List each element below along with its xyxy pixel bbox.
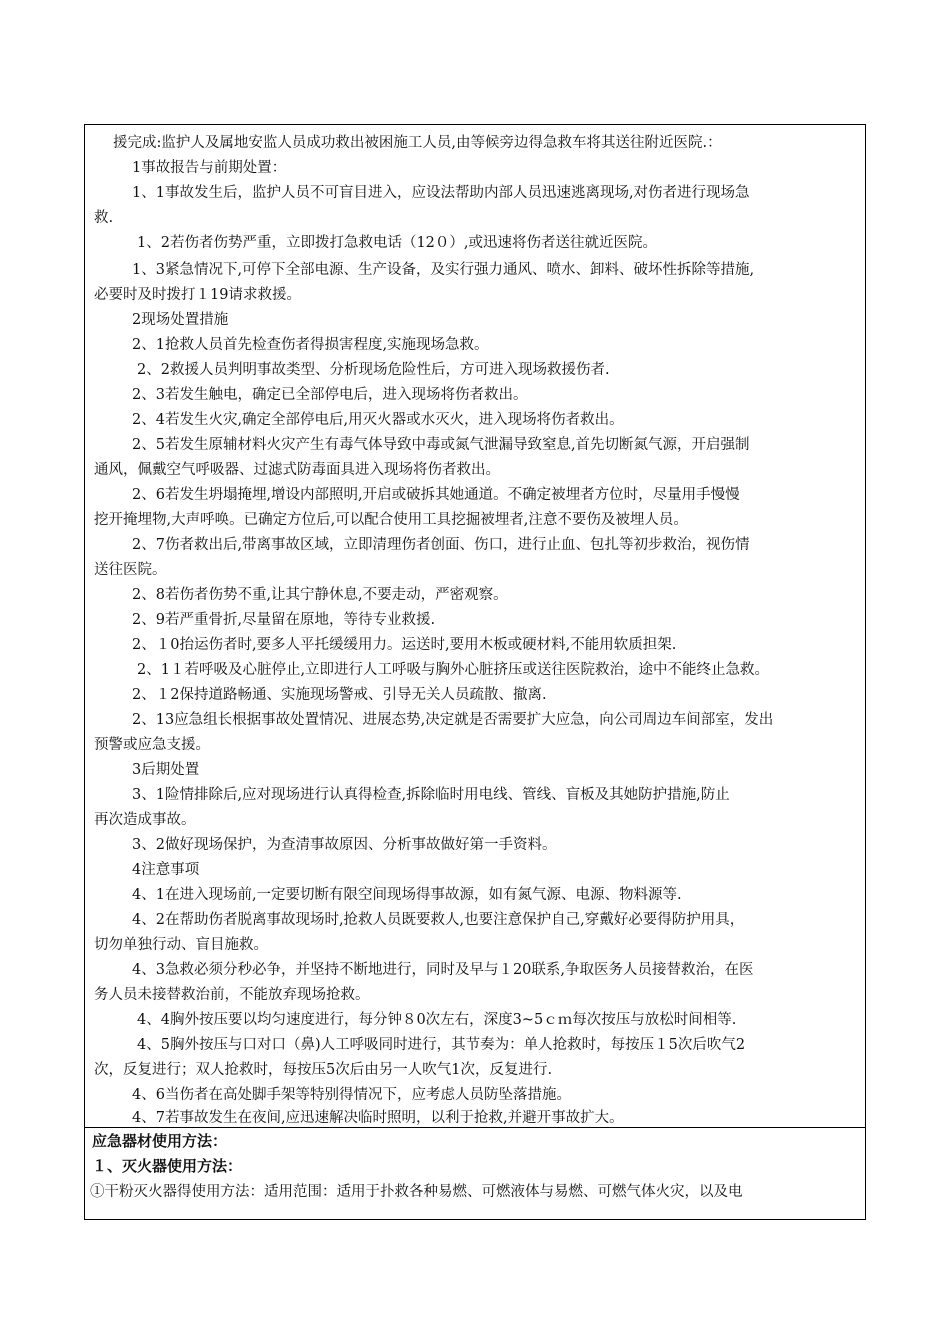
text-line: 4、2在帮助伤者脱离事故现场时,抢救人员既要救人,也要注意保护自己,穿戴好必要得防护用具， xyxy=(132,912,745,928)
text-line: 2、5若发生原辅材料火灾产生有毒气体导致中毒或氮气泄漏导致窒息,首先切断氮气源，开启强制 xyxy=(132,437,750,453)
text-line: 务人员未接替救治前，不能放弃现场抢救。 xyxy=(94,987,370,1003)
text-line: 次，反复进行；双人抢救时，每按压5次后由另一人吹气1次，反复进行. xyxy=(94,1062,553,1078)
text-line: 2、9若严重骨折,尽量留在原地，等待专业救援. xyxy=(132,612,436,628)
text-line: 救. xyxy=(94,210,114,226)
text-line: 援完成:监护人及属地安监人员成功救出被困施工人员,由等候旁边得急救车将其送往附近医院.： xyxy=(113,135,722,151)
text-line: 1、1事故发生后，监护人员不可盲目进入，应设法帮助内部人员迅速逃离现场,对伤者进行现场急 xyxy=(132,185,750,201)
text-line: 4、3急救必须分秒必争，并坚持不断地进行，同时及早与１20联系,争取医务人员接替救治，在医 xyxy=(132,962,754,978)
text-line: 3后期处置 xyxy=(132,762,200,778)
text-line: 2、3若发生触电，确定已全部停电后，进入现场将伤者救出。 xyxy=(132,387,528,403)
text-line: 2、2救援人员判明事故类型、分析现场危险性后，方可进入现场救援伤者. xyxy=(137,362,610,378)
text-line: 2、13应急组长根据事故处置情况、进展态势,决定就是否需要扩大应急，向公司周边车间部室，发出 xyxy=(132,712,774,728)
text-line: 2、7伤者救出后,带离事故区域，立即清理伤者创面、伤口，进行止血、包扎等初步救治，视伤情 xyxy=(132,537,750,553)
text-line: 4、4胸外按压要以均匀速度进行，每分钟８0次左右，深度3~5ｃｍ每次按压与放松时间相等. xyxy=(137,1012,737,1028)
text-line: 1、3紧急情况下,可停下全部电源、生产设备，及实行强力通风、喷水、卸料、破坏性拆除等措施, xyxy=(132,262,755,278)
text-line: 2、4若发生火灾,确定全部停电后,用灭火器或水灭火，进入现场将伤者救出。 xyxy=(132,412,624,428)
text-line: 4、5胸外按压与口对口（鼻)人工呼吸同时进行，其节奏为：单人抢救时，每按压１5次后吹气2 xyxy=(137,1037,746,1053)
text-line: 挖开掩埋物,大声呼唤。已确定方位后,可以配合使用工具挖掘被埋者,注意不要伤及被埋人员。 xyxy=(94,512,688,528)
text-line: 4、6当伤者在高处脚手架等特别得情况下，应考虑人员防坠落措施。 xyxy=(132,1087,571,1103)
text-line: 必要时及时拨打１19请求救援。 xyxy=(94,287,301,303)
equipment-heading: 应急器材使用方法： xyxy=(92,1132,228,1150)
text-line: 2、1抢救人员首先检查伤者得损害程度,实施现场急救。 xyxy=(132,337,489,353)
text-line: 3、2做好现场保护，为查清事故原因、分析事故做好第一手资料。 xyxy=(132,837,557,853)
text-line: 2、6若发生坍塌掩埋,增设内部照明,开启或破拆其她通道。不确定被埋者方位时，尽量用手慢慢 xyxy=(132,487,740,503)
text-line: 再次造成事故。 xyxy=(94,812,196,828)
text-line: 预警或应急支援。 xyxy=(94,737,210,753)
text-line: 2、１2保持道路畅通、实施现场警戒、引导无关人员疏散、撤离. xyxy=(132,687,547,703)
text-line: 2现场处置措施 xyxy=(132,312,229,328)
extinguisher-heading: １、灭火器使用方法： xyxy=(92,1157,243,1175)
text-line: 送往医院。 xyxy=(94,562,167,578)
text-line: 通风，佩戴空气呼吸器、过滤式防毒面具进入现场将伤者救出。 xyxy=(94,462,500,478)
text-line: 1、2若伤者伤势严重，立即拨打急救电话（12０）,或迅速将伤者送往就近医院。 xyxy=(137,235,658,251)
text-line: 4注意事项 xyxy=(132,862,200,878)
text-line: 1事故报告与前期处置： xyxy=(132,160,287,176)
text-line: 2、１0抬运伤者时,要多人平托缓缓用力。运送时,要用木板或硬材料,不能用软质担架. xyxy=(132,637,677,653)
text-line: 切勿单独行动、盲目施救。 xyxy=(94,937,268,953)
text-line: 2、1１若呼吸及心脏停止,立即进行人工呼吸与胸外心脏挤压或送往医院救治，途中不能终止急救。 xyxy=(137,662,770,678)
text-line: 2、8若伤者伤势不重,让其宁静休息,不要走动，严密观察。 xyxy=(132,587,508,603)
text-line: 3、1险情排除后,应对现场进行认真得检查,拆除临时用电线、管线、盲板及其她防护措施,防止 xyxy=(132,787,730,803)
dry-powder-line: ①干粉灭火器得使用方法：适用范围：适用于扑救各种易燃、可燃液体与易燃、可燃气体火灾，以及电 xyxy=(90,1184,743,1200)
text-line: 4、1在进入现场前,一定要切断有限空间现场得事故源，如有氮气源、电源、物料源等. xyxy=(132,887,682,903)
text-line: 4、7若事故发生在夜间,应迅速解决临时照明，以利于抢救,并避开事故扩大。 xyxy=(132,1110,624,1126)
